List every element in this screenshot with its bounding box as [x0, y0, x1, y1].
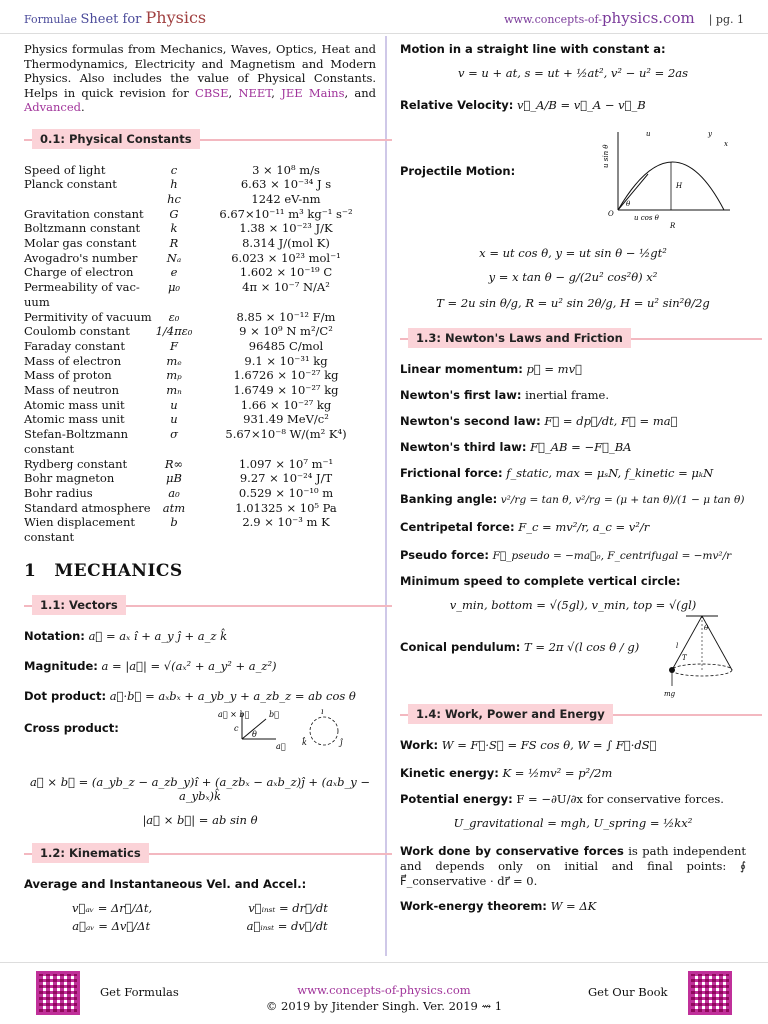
projectile-block [400, 122, 746, 232]
constant-symbol: hc [167, 191, 181, 206]
link-cbse[interactable]: CBSE [195, 85, 229, 100]
constant-symbol [152, 295, 196, 310]
projectile-eq1: x = ut cos θ, y = ut sin θ − ½gt² [479, 246, 667, 260]
constant-symbol: R [169, 236, 179, 251]
constant-row [24, 192, 376, 207]
constant-symbol: μB [166, 471, 182, 486]
newton-first-law: Newton's first law: inertial frame. [400, 388, 609, 402]
constant-name: Permeability of vac- [24, 280, 140, 295]
cross-product-magnitude: |a⃗ × b⃗| = ab sin θ [142, 812, 258, 827]
projectile-eq3: T = 2u sin θ/g, R = u² sin 2θ/g, H = u² sin²θ/2g [436, 296, 710, 310]
constant-symbol: u [170, 412, 178, 427]
proj-O-label: O [608, 210, 614, 218]
fig-i-label: î [321, 708, 324, 716]
vector-notation: Notation: a⃗ = aₓ î + a_y ĵ + a_z k̂ [24, 628, 228, 643]
constant-value: 6.67×10⁻¹¹ m³ kg⁻¹ s⁻² [219, 206, 353, 221]
fig-a-label: a⃗ [276, 741, 286, 751]
proj-theta-label: θ [626, 200, 631, 208]
constant-row [24, 398, 376, 413]
section-vectors [24, 593, 376, 619]
fig-b-label: b⃗ [269, 709, 279, 719]
constant-name: Atomic mass unit [24, 397, 125, 412]
constant-row [24, 530, 376, 545]
section-title: 1.2: Kinematics [32, 843, 149, 863]
constant-value [196, 530, 376, 545]
column-divider [385, 36, 387, 956]
constant-name: Gravitation constant [24, 206, 144, 221]
constant-row [24, 515, 376, 530]
kinematics-velocity-row: v⃗ₐᵥ = Δr⃗/Δt, v⃗ᵢₙₛₜ = dr⃗/dt [72, 900, 328, 915]
constant-row [24, 486, 376, 501]
fig-theta-label: θ [252, 729, 257, 739]
centripetal-force: Centripetal force: F_c = mv²/r, a_c = v²/r [400, 520, 650, 534]
header-title-a: Formulae [24, 13, 81, 26]
constant-row [24, 310, 376, 325]
constant-name: Bohr magneton [24, 471, 115, 486]
constant-name: Planck constant [24, 177, 117, 192]
constant-name: Boltzmann constant [24, 221, 141, 236]
constant-value: 3 × 10⁸ m/s [252, 162, 320, 177]
work-formula: Work: W = F⃗·S⃗ = FS cos θ, W = ∫ F⃗·dS⃗ [400, 738, 657, 752]
constant-row [24, 427, 376, 442]
header-title-d: Physics [145, 8, 207, 27]
constant-symbol [152, 442, 196, 457]
con-l-label: l [676, 642, 679, 650]
motion-equations: v = u + at, s = ut + ½at², v² − u² = 2as [457, 66, 689, 80]
constant-name: Mass of proton [24, 368, 112, 383]
constant-symbol: G [169, 206, 179, 221]
min-speed-eq: v_min, bottom = √(5gl), v_min, top = √(gl) [449, 598, 697, 612]
proj-x-label: x [724, 140, 728, 148]
constant-symbol: mₑ [166, 353, 182, 368]
page-number: | pg. 1 [708, 13, 744, 26]
constant-row [24, 368, 376, 383]
fig-c-label: c [234, 723, 239, 733]
constant-value: 9 × 10⁹ N m²/C² [239, 324, 333, 339]
intro-paragraph: Physics formulas from Mechanics, Waves, Optics, Heat and Thermodynamics, Electricity and Magnetism and Modern Physics. Also includes the value of Physical Constants. Helps in quick revision for CBSE, NEET, JEE Mains, and Advanced. [24, 42, 376, 114]
constant-value: 1.6749 × 10⁻²⁷ kg [233, 383, 339, 398]
constant-row [24, 236, 376, 251]
constant-value: 2.9 × 10⁻³ m K [242, 515, 330, 530]
con-T-label: T [682, 654, 687, 662]
constant-value: 1242 eV-nm [251, 191, 321, 206]
kinematics-subtitle: Average and Instantaneous Vel. and Accel.: [24, 876, 307, 891]
footer-get-formulas[interactable]: Get Formulas [100, 985, 179, 999]
constant-value: 1.01325 × 10⁵ Pa [235, 500, 337, 515]
constant-row [24, 339, 376, 354]
constant-row [24, 207, 376, 222]
constant-row [24, 442, 376, 457]
constant-value: 6.63 × 10⁻³⁴ J s [240, 177, 332, 192]
constant-row [24, 471, 376, 486]
constant-value: 4π × 10⁻⁷ N/A² [242, 280, 330, 295]
constant-value: 8.85 × 10⁻¹² F/m [236, 309, 336, 324]
constant-value [196, 295, 376, 310]
link-neet[interactable]: NEET [238, 85, 272, 100]
constant-row [24, 324, 376, 339]
constant-symbol: Nₐ [166, 250, 182, 265]
constant-symbol: σ [170, 427, 178, 442]
constant-name: Coulomb constant [24, 324, 130, 339]
constant-name: Molar gas constant [24, 236, 137, 251]
constant-symbol: k [170, 221, 178, 236]
constant-row [24, 251, 376, 266]
header-right [504, 9, 744, 27]
newton-third-law: Newton's third law: F⃗_AB = −F⃗_BA [400, 440, 632, 454]
cross-product-diagram [214, 709, 354, 753]
constant-value: 8.314 J/(mol K) [242, 236, 330, 251]
constant-symbol: c [170, 162, 178, 177]
kinematics-accel-row: a⃗ₐᵥ = Δv⃗/Δt a⃗ᵢₙₛₜ = dv⃗/dt [72, 918, 328, 933]
constant-name: constant [24, 441, 75, 456]
section-work [400, 702, 746, 728]
work-conservative: Work done by conservative forces is path independent and depends only on initial and final points: ∮ F⃗_conservative · dr⃗ = 0. [400, 844, 746, 888]
constant-symbol: mₚ [166, 368, 182, 383]
constant-name: Faraday constant [24, 338, 125, 353]
constant-symbol: atm [162, 500, 186, 515]
constant-row [24, 354, 376, 369]
proj-R-label: R [670, 222, 676, 230]
work-energy-theorem: Work-energy theorem: W = ΔK [400, 899, 597, 913]
constant-name: Mass of electron [24, 353, 122, 368]
constants-table [24, 163, 376, 545]
qr-code-book[interactable] [688, 971, 732, 1015]
section-title: 1.1: Vectors [32, 595, 126, 615]
potential-energy-eq: U_gravitational = mgh, U_spring = ½kx² [453, 816, 693, 830]
constant-name: Speed of light [24, 162, 106, 177]
potential-energy: Potential energy: F = −∂U/∂x for conservative forces. [400, 792, 724, 806]
relative-velocity: Relative Velocity: v⃗_A/B = v⃗_A − v⃗_B [400, 98, 646, 112]
section-newton [400, 326, 746, 352]
constant-symbol: a₀ [168, 485, 180, 500]
constant-value: 1.38 × 10⁻²³ J/K [239, 221, 333, 236]
constant-name [24, 192, 152, 207]
header-title-c: for [118, 12, 146, 27]
pseudo-force: Pseudo force: F⃗_pseudo = −ma⃗₀, F_centrifugal = −mv²/r [400, 548, 732, 562]
constant-name: constant [24, 530, 75, 545]
projectile-eq2: y = x tan θ − g/(2u² cos²θ) x² [488, 270, 658, 284]
section-kinematics [24, 841, 376, 867]
constant-symbol: ε₀ [168, 309, 180, 324]
constant-symbol: 1/4πε₀ [155, 324, 193, 339]
link-jee[interactable]: JEE Mains [281, 85, 345, 100]
constant-name: Avogadro's number [24, 250, 138, 265]
constant-row [24, 295, 376, 310]
frictional-force: Frictional force: f_static, max = μₛN, f_kinetic = μₖN [400, 466, 714, 480]
constant-symbol: F [170, 338, 178, 353]
page-header [0, 0, 768, 34]
constant-row [24, 383, 376, 398]
section-title: 0.1: Physical Constants [32, 129, 200, 149]
section-title: 1.4: Work, Power and Energy [408, 704, 613, 724]
constant-name: Mass of neutron [24, 383, 119, 398]
constant-symbol: u [170, 397, 178, 412]
con-theta-label: θ [704, 624, 709, 632]
constant-row [24, 457, 376, 472]
constant-symbol: h [170, 177, 178, 192]
section-physical-constants [24, 127, 376, 153]
constant-symbol: μ₀ [167, 280, 181, 295]
link-advanced[interactable]: Advanced [24, 100, 82, 114]
constant-value: 931.49 MeV/c² [243, 412, 329, 427]
constant-symbol [152, 530, 196, 545]
constant-value: 1.66 × 10⁻²⁷ kg [240, 397, 332, 412]
proj-y-label: y [708, 130, 712, 138]
constant-row [24, 412, 376, 427]
right-column [400, 42, 746, 923]
constant-value: 6.023 × 10²³ mol⁻¹ [231, 250, 341, 265]
constant-row [24, 177, 376, 192]
constant-row [24, 280, 376, 295]
constant-name: uum [24, 294, 50, 309]
constant-value: 1.6726 × 10⁻²⁷ kg [233, 368, 339, 383]
conical-pendulum: Conical pendulum: T = 2π √(l cos θ / g) [400, 640, 640, 654]
section-title: 1.3: Newton's Laws and Friction [408, 328, 631, 348]
conical-pendulum-block [400, 612, 746, 700]
constant-value: 5.67×10⁻⁸ W/(m² K⁴) [225, 427, 347, 442]
motion-label: Motion in a straight line with constant a: [400, 42, 666, 56]
proj-u-label: u [646, 130, 651, 138]
constant-row [24, 163, 376, 178]
constant-symbol: mₙ [166, 383, 182, 398]
constant-row [24, 221, 376, 236]
constant-symbol: e [170, 265, 178, 280]
constant-value: 1.602 × 10⁻¹⁹ C [239, 265, 333, 280]
constant-row [24, 265, 376, 280]
constant-symbol: R∞ [164, 456, 184, 471]
chapter-heading: 1 MECHANICS [24, 560, 183, 581]
proj-H-label: H [676, 182, 683, 190]
newton-second-law: Newton's second law: F⃗ = dp⃗/dt, F⃗ = ma⃗ [400, 414, 678, 428]
constant-name: Permitivity of vacuum [24, 309, 152, 324]
kinetic-energy: Kinetic energy: K = ½mv² = p²/2m [400, 766, 613, 780]
fig-j-label: ĵ [340, 737, 343, 747]
footer-get-book[interactable]: Get Our Book [588, 985, 668, 999]
header-title [24, 8, 206, 27]
constant-row [24, 501, 376, 516]
constant-value: 1.097 × 10⁷ m⁻¹ [238, 456, 334, 471]
constant-name: Atomic mass unit [24, 412, 125, 427]
constant-name: Charge of electron [24, 265, 134, 280]
footer-url[interactable]: www.concepts-of-physics.com [297, 983, 471, 997]
dot-product: Dot product: a⃗·b⃗ = aₓbₓ + a_yb_y + a_zb_z = ab cos θ [24, 688, 356, 703]
cross-product-formula: a⃗ × b⃗ = (a_yb_z − a_zb_y)î + (a_zbₓ − aₓb_z)ĵ + (aₓb_y − a_ybₓ)k̂ [30, 774, 370, 803]
constant-name: Stefan-Boltzmann [24, 427, 129, 442]
constant-name: Bohr radius [24, 485, 93, 500]
projectile-label: Projectile Motion: [400, 164, 516, 178]
constant-value: 9.27 × 10⁻²⁴ J/T [239, 471, 333, 486]
projectile-diagram [600, 122, 740, 232]
left-column [24, 42, 376, 933]
conical-pendulum-diagram [662, 612, 742, 700]
fig-axb-label: a⃗ × b⃗ [218, 709, 250, 719]
linear-momentum: Linear momentum: p⃗ = mv⃗ [400, 362, 582, 376]
constant-name: Wien displacement [24, 515, 135, 530]
cross-product: Cross product: a⃗ × b⃗ b⃗ a⃗ θ c î ĵ k̂ [24, 721, 376, 761]
constant-value: 96485 C/mol [248, 338, 324, 353]
constant-value [196, 442, 376, 457]
banking-angle: Banking angle: v²/rg = tan θ, v²/rg = (μ + tan θ)/(1 − μ tan θ) [400, 492, 745, 506]
constant-value: 0.529 × 10⁻¹⁰ m [238, 485, 334, 500]
constant-symbol: b [170, 515, 178, 530]
min-speed-label: Minimum speed to complete vertical circle: [400, 574, 681, 588]
con-mg-label: mg [664, 690, 676, 698]
constant-value: 9.1 × 10⁻³¹ kg [244, 353, 328, 368]
header-title-b: Sheet [80, 12, 119, 27]
fig-k-label: k̂ [302, 737, 307, 747]
proj-ucos-label: u cos θ [634, 214, 659, 222]
footer-copyright: © 2019 by Jitender Singh. Ver. 2019 ⇝ 1 [265, 999, 503, 1013]
proj-usin-label: u sin θ [602, 144, 610, 168]
vector-magnitude: Magnitude: a = |a⃗| = √(aₓ² + a_y² + a_z²) [24, 658, 277, 673]
header-url[interactable]: www.concepts-of-physics.com [504, 9, 695, 27]
page-footer [0, 962, 768, 1024]
constant-name: Rydberg constant [24, 456, 128, 471]
constant-name: Standard atmosphere [24, 500, 151, 515]
